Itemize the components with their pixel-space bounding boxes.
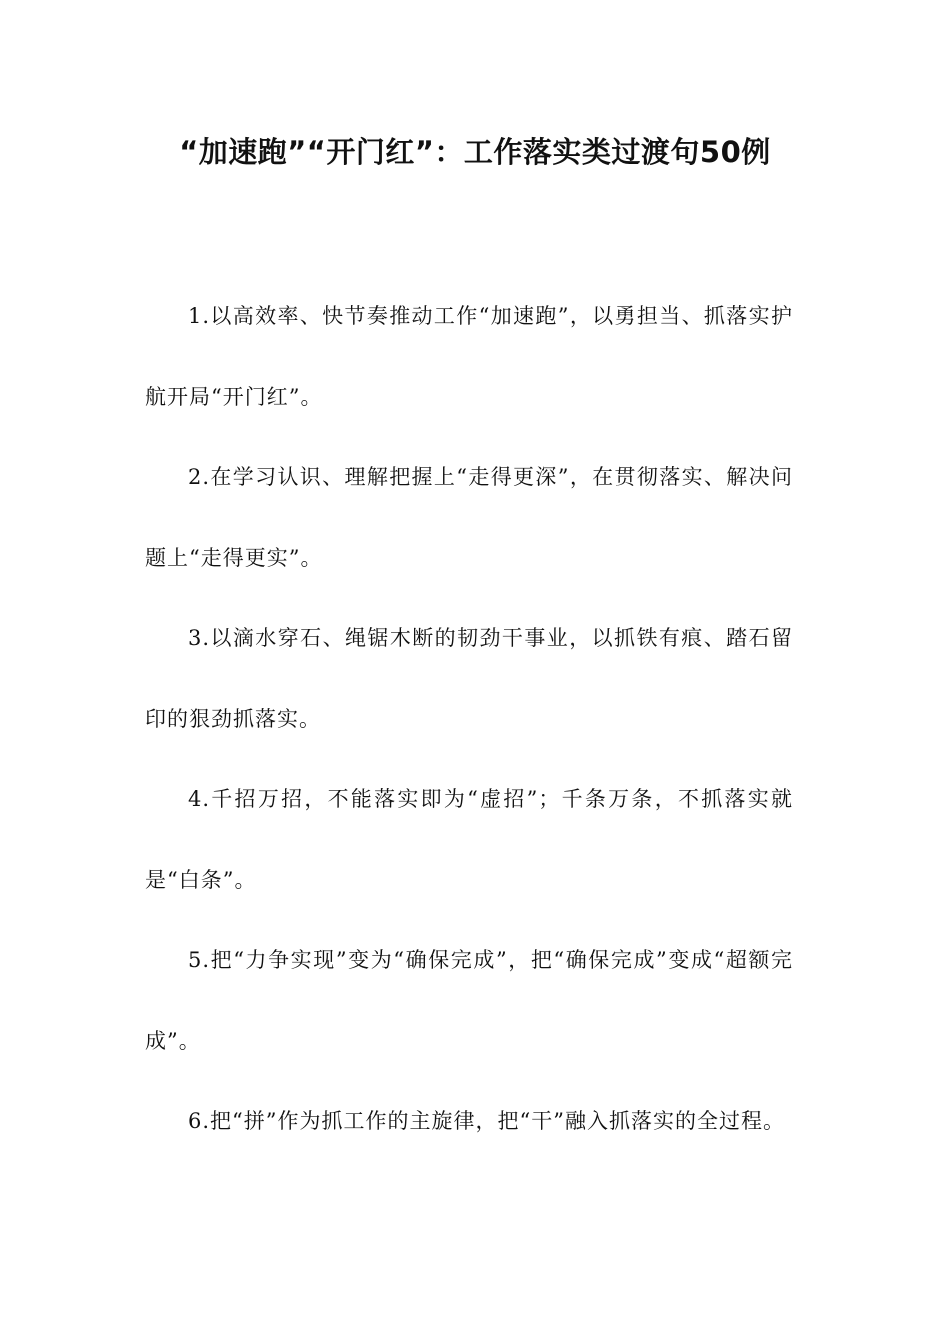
document-body bbox=[145, 276, 793, 1162]
paragraph-5: 5.把“力争实现”变为“确保完成”，把“确保完成”变成“超额完成”。 bbox=[145, 948, 793, 1053]
document-title: “加速跑”“开门红”：工作落实类过渡句50例 bbox=[179, 135, 771, 169]
paragraph-1: 1.以高效率、快节奏推动工作“加速跑”，以勇担当、抓落实护航开局“开门红”。 bbox=[145, 304, 793, 409]
paragraph-3: 3.以滴水穿石、绳锯木断的韧劲干事业，以抓铁有痕、踏石留印的狠劲抓落实。 bbox=[145, 626, 793, 731]
paragraph-2: 2.在学习认识、理解把握上“走得更深”，在贯彻落实、解决问题上“走得更实”。 bbox=[145, 465, 793, 570]
paragraph-6: 6.把“拼”作为抓工作的主旋律，把“干”融入抓落实的全过程。 bbox=[188, 1109, 785, 1133]
paragraph-4: 4.千招万招，不能落实即为“虚招”；千条万条，不抓落实就是“白条”。 bbox=[145, 787, 793, 892]
